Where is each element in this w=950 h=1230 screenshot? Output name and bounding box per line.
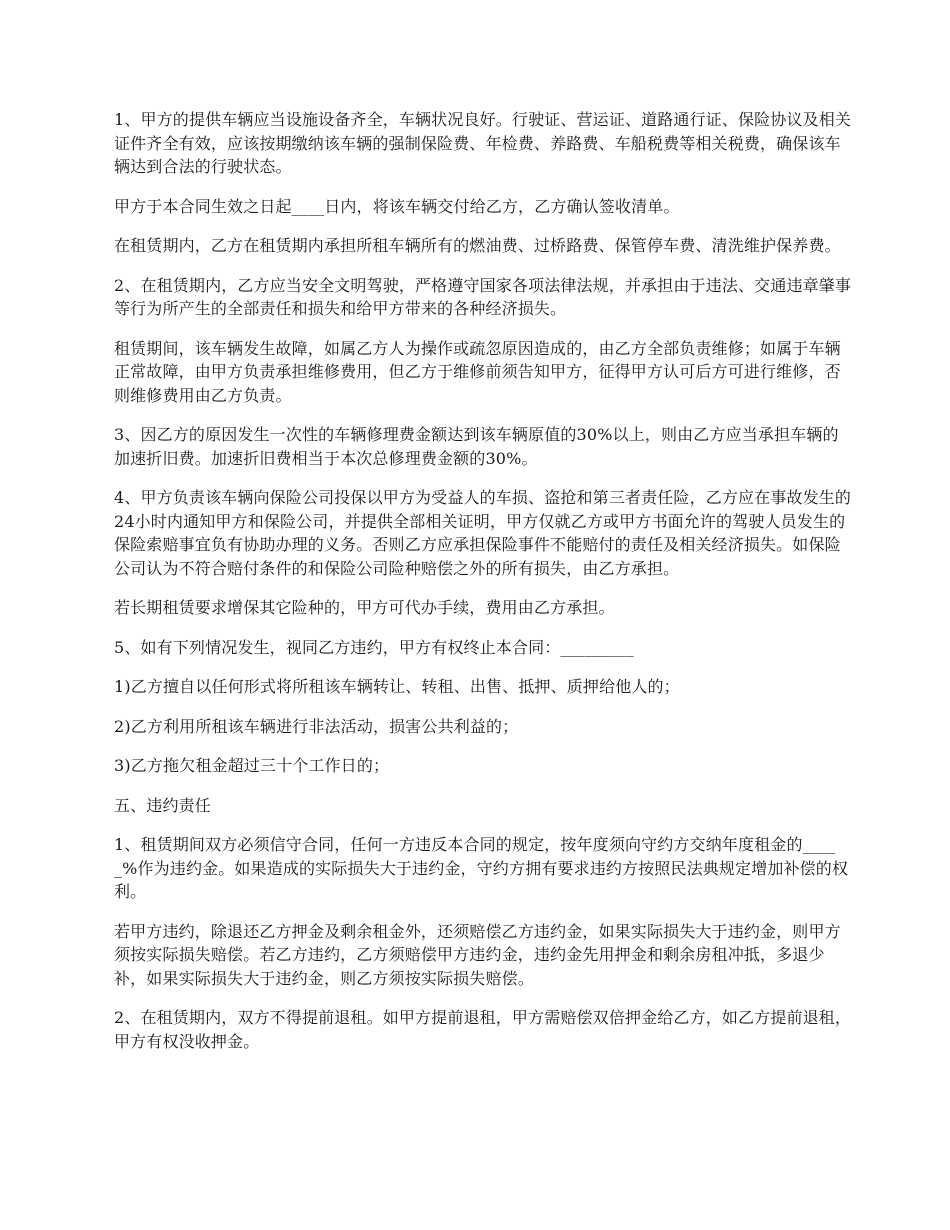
termination-item-3: 3)乙方拖欠租金超过三十个工作日的； [114,756,390,775]
clause-2-safe-driving: 2、在租赁期内，乙方应当安全文明驾驶，严格遵守国家各项法律法规，并承担由于违法、交通违章肇事等行为所产生的全部责任和损失和给甲方带来的各种经济损失。 [114,275,852,318]
vehicle-breakdown-paragraph: 租赁期间，该车辆发生故障，如属乙方人为操作或疏忽原因造成的，由乙方全部负责维修；如属于车辆正常故障，由甲方负责承担维修费用，但乙方于维修前须告知甲方，征得甲方认可后方可进行维修，否则维修费用由乙方负责。 [114,338,841,405]
clause-3-depreciation: 3、因乙方的原因发生一次性的车辆修理费金额达到该车辆原值的30%以上，则由乙方应当承担车辆的加速折旧费。加速折旧费相当于本次总修理费金额的30%。 [114,425,839,468]
additional-insurance-paragraph: 若长期租赁要求增保其它险种的，甲方可代办手续，费用由乙方承担。 [114,598,615,617]
document-body [114,108,854,1069]
delivery-deadline-paragraph: 甲方于本合同生效之日起____日内，将该车辆交付给乙方，乙方确认签收清单。 [114,196,680,216]
breach-clause-2: 2、在租赁期内，双方不得提前退租。如甲方提前退租，甲方需赔偿双倍押金给乙方，如乙方提前退租，甲方有权没收押金。 [114,1008,852,1051]
termination-item-1: 1)乙方擅自以任何形式将所租该车辆转让、转租、出售、抵押、质押给他人的； [114,677,680,696]
breach-clause-1: 1、租赁期间双方必须信守合同，任何一方违反本合同的规定，按年度须向守约方交纳年度租金的_____%作为违约金。如果造成的实际损失大于违约金，守约方拥有要求违约方按照民法典规定增加补偿的权利。 [114,835,849,901]
lessee-expenses-paragraph: 在租赁期内，乙方在租赁期内承担所租车辆所有的燃油费、过桥路费、保管停车费、清洗维护保养费。 [114,236,841,255]
breach-compensation-paragraph: 若甲方违约，除退还乙方押金及剩余租金外，还须赔偿乙方违约金，如果实际损失大于违约金，则甲方须按实际损失赔偿。若乙方违约，乙方须赔偿甲方违约金，违约金先用押金和剩余房租冲抵，多退少补，如果实际损失大于违约金，则乙方须按实际损失赔偿。 [114,921,841,988]
termination-item-2: 2)乙方利用所租该车辆进行非法活动，损害公共利益的； [114,716,519,736]
clause-1-vehicle-condition: 1、甲方的提供车辆应当设施设备齐全，车辆状况良好。行驶证、营运证、道路通行证、保险协议及相关证件齐全有效，应该按期缴纳该车辆的强制保险费、年检费、养路费、车船税费等相关税费，确保该车辆达到合法的行驶状态。 [114,110,852,176]
section-heading-breach: 五、违约责任 [114,795,211,815]
clause-4-insurance: 4、甲方负责该车辆向保险公司投保以甲方为受益人的车损、盗抢和第三者责任险，乙方应在事故发生的24小时内通知甲方和保险公司，并提供全部相关证明，甲方仅就乙方或甲方书面允许的驾驶人员发生的保险索赔事宜负有协助办理的义务。否则乙方应承担保险事件不能赔付的责任及相关经济损失。如保险公司认为不符合赔付条件的和保险公司险种赔偿之外的所有损失，由乙方承担。 [114,488,852,578]
clause-5-termination: 5、如有下列情况发生，视同乙方违约，甲方有权终止本合同：_________ [114,637,634,657]
